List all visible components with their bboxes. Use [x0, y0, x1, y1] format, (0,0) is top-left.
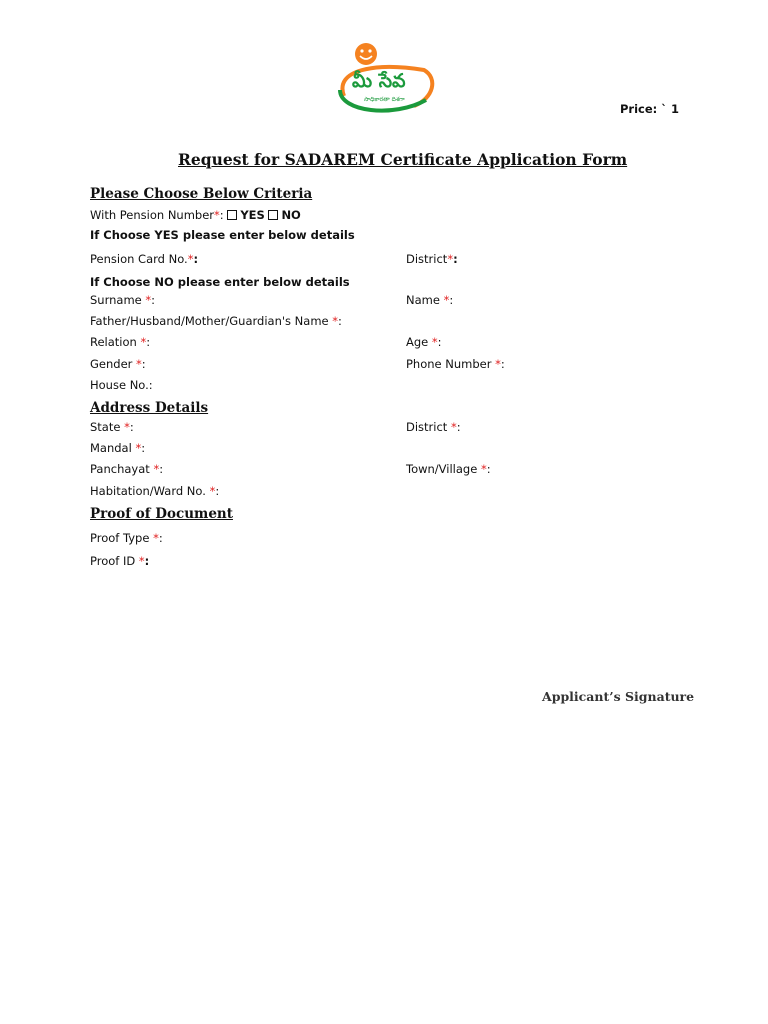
required-mark: * — [153, 531, 159, 545]
colon: : — [144, 554, 150, 568]
required-mark: * — [187, 252, 194, 266]
yes-label: YES — [240, 208, 265, 222]
address-heading: Address Details — [90, 400, 209, 416]
proof-id-field — [90, 554, 149, 568]
proof-type-field — [90, 531, 163, 545]
required-mark: * — [443, 293, 450, 307]
colon: : — [338, 314, 342, 328]
colon: : — [193, 252, 199, 266]
name-label: Name — [406, 293, 444, 307]
colon: : — [151, 293, 156, 307]
required-mark: * — [495, 357, 501, 371]
colon: : — [500, 357, 505, 371]
colon: : — [437, 335, 442, 349]
mandal-label: Mandal — [90, 441, 136, 455]
age-field — [406, 335, 442, 349]
required-mark: * — [138, 554, 145, 568]
state-label: State — [90, 420, 125, 434]
no-checkbox[interactable] — [268, 210, 278, 220]
age-label: Age — [406, 335, 432, 349]
criteria-heading: Please Choose Below Criteria — [90, 186, 313, 202]
yes-checkbox[interactable] — [227, 210, 237, 220]
state-field — [90, 420, 134, 434]
price — [620, 102, 679, 116]
proof-id-label: Proof ID — [90, 554, 139, 568]
phone-field — [406, 357, 505, 371]
house-number-label: House No.: — [90, 378, 153, 392]
required-mark: * — [145, 293, 152, 307]
colon: : — [141, 357, 146, 371]
required-mark: * — [450, 420, 457, 434]
gender-label: Gender — [90, 357, 137, 371]
logo-text: మీ సేవ — [352, 70, 406, 92]
colon: : — [158, 531, 163, 545]
required-mark: * — [480, 462, 487, 476]
colon: : — [449, 293, 454, 307]
colon: : — [141, 441, 146, 455]
relation-field — [90, 335, 150, 349]
required-mark: * — [140, 335, 147, 349]
colon: : — [146, 335, 151, 349]
colon: : — [453, 252, 458, 266]
page-title: Request for SADAREM Certificate Application Form — [178, 150, 628, 169]
gender-field — [90, 357, 146, 371]
town-field — [406, 462, 491, 476]
proof-type-label: Proof Type — [90, 531, 154, 545]
panchayat-label: Panchayat — [90, 462, 154, 476]
colon: : — [486, 462, 491, 476]
surname-field — [90, 293, 155, 307]
guardian-label: Father/Husband/Mother/Guardian's Name — [90, 314, 333, 328]
required-mark: * — [447, 252, 454, 266]
required-mark: * — [214, 208, 220, 222]
pension-card-label: Pension Card No. — [90, 252, 188, 266]
address-district-field — [406, 420, 461, 434]
required-mark: * — [136, 357, 142, 371]
proof-heading: Proof of Document — [90, 506, 233, 522]
meeseva-logo — [334, 40, 438, 116]
colon: : — [219, 208, 224, 222]
no-instruction: If Choose NO please enter below details — [90, 275, 350, 289]
district-top-field — [406, 252, 458, 266]
applicant-signature-label: Applicant’s Signature — [542, 689, 695, 704]
required-mark: * — [332, 314, 338, 328]
mandal-field — [90, 441, 145, 455]
habitation-field — [90, 484, 219, 498]
price-label: Price: — [620, 102, 658, 116]
habitation-label: Habitation/Ward No. — [90, 484, 210, 498]
required-mark: * — [135, 441, 142, 455]
no-label: NO — [281, 208, 301, 222]
colon: : — [129, 420, 134, 434]
town-label: Town/Village — [406, 462, 481, 476]
guardian-field — [90, 314, 342, 328]
price-value: ` 1 — [661, 102, 680, 116]
pension-number-row — [90, 208, 301, 222]
pension-card-field — [90, 252, 198, 266]
pension-label: With Pension Number — [90, 208, 215, 222]
logo-subtext: సాధికారతా దిశగా — [364, 96, 405, 103]
required-mark: * — [153, 462, 160, 476]
colon: : — [159, 462, 164, 476]
surname-label: Surname — [90, 293, 146, 307]
required-mark: * — [124, 420, 130, 434]
district-top-label: District — [406, 252, 448, 266]
relation-label: Relation — [90, 335, 141, 349]
colon: : — [456, 420, 461, 434]
address-district-label: District — [406, 420, 451, 434]
required-mark: * — [209, 484, 216, 498]
required-mark: * — [431, 335, 438, 349]
phone-label: Phone Number — [406, 357, 496, 371]
name-field — [406, 293, 453, 307]
panchayat-field — [90, 462, 163, 476]
yes-instruction: If Choose YES please enter below details — [90, 228, 355, 242]
colon: : — [215, 484, 220, 498]
